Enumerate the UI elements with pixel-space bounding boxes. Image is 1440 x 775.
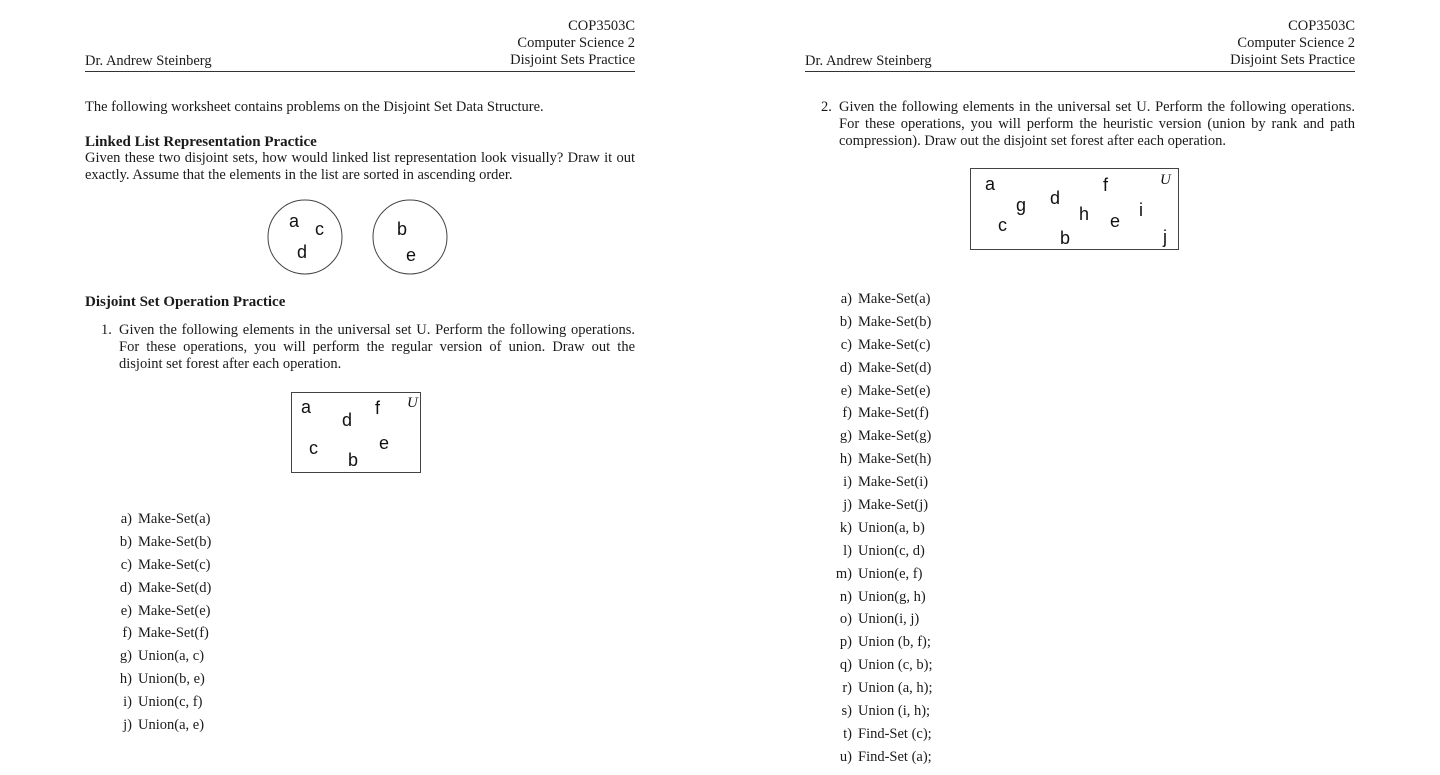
operation-item bbox=[841, 703, 933, 726]
operation-label: d) bbox=[119, 579, 132, 596]
page-header bbox=[85, 18, 635, 72]
operation-text: Make-Set(d) bbox=[138, 579, 212, 596]
operation-text: Make-Set(g) bbox=[858, 428, 932, 445]
operation-item bbox=[840, 336, 933, 360]
operation-text: Union(i, j) bbox=[858, 611, 920, 628]
set1-element: d bbox=[297, 242, 308, 262]
problem-1-number: 1. bbox=[101, 322, 112, 338]
operation-text: Union(a, c) bbox=[138, 648, 205, 665]
universe-element: f bbox=[375, 398, 381, 418]
set-circle-1 bbox=[268, 200, 342, 274]
worksheet-topic: Disjoint Sets Practice bbox=[510, 52, 635, 68]
operation-text: Make-Set(f) bbox=[138, 625, 209, 642]
page-header bbox=[805, 18, 1355, 72]
operation-item bbox=[842, 680, 933, 703]
problem-2-operations-list bbox=[835, 291, 933, 772]
operation-text: Make-Set(c) bbox=[138, 556, 211, 573]
operation-label: i) bbox=[123, 694, 132, 711]
universe-element: c bbox=[309, 438, 318, 458]
operation-label: g) bbox=[119, 648, 132, 665]
set1-element: a bbox=[289, 211, 300, 231]
operation-text: Union (b, f); bbox=[858, 634, 931, 651]
operation-item bbox=[839, 748, 933, 772]
operation-label: c) bbox=[120, 556, 132, 573]
problem-1 bbox=[85, 322, 635, 373]
operation-text: Make-Set(h) bbox=[858, 451, 932, 468]
operation-item bbox=[840, 291, 933, 314]
problem-2-number: 2. bbox=[821, 99, 832, 115]
worksheet-topic: Disjoint Sets Practice bbox=[1230, 52, 1355, 68]
operation-text: Make-Set(a) bbox=[858, 291, 931, 307]
operation-item bbox=[839, 428, 933, 451]
operation-text: Make-Set(b) bbox=[858, 313, 932, 330]
operation-label: u) bbox=[839, 748, 852, 765]
operation-label: l) bbox=[843, 542, 852, 559]
universe-element: b bbox=[348, 450, 359, 470]
universe-element: b bbox=[1060, 228, 1071, 248]
operation-label: g) bbox=[839, 428, 852, 445]
operation-item bbox=[122, 625, 211, 648]
universe-element: d bbox=[1050, 188, 1061, 208]
intro-paragraph: The following worksheet contains problems on the Disjoint Set Data Structure. bbox=[85, 99, 544, 115]
operation-label: b) bbox=[119, 533, 132, 550]
universe-element: g bbox=[1016, 195, 1027, 215]
universal-set-box-2 bbox=[970, 168, 1182, 252]
operation-text: Union(c, d) bbox=[858, 542, 925, 559]
operation-item bbox=[835, 565, 933, 589]
operation-text: Make-Set(c) bbox=[858, 336, 931, 353]
operation-text: Make-Set(i) bbox=[858, 474, 929, 491]
operation-item bbox=[843, 497, 933, 520]
operation-label: n) bbox=[839, 588, 852, 605]
operation-label: q) bbox=[839, 657, 852, 674]
universe-element: e bbox=[1110, 211, 1121, 231]
universal-set-label: U bbox=[407, 395, 418, 411]
set2-element: b bbox=[397, 219, 408, 239]
operation-item bbox=[839, 588, 933, 612]
universal-set-box-1 bbox=[291, 392, 423, 475]
operation-label: s) bbox=[841, 703, 852, 720]
set1-element: c bbox=[315, 219, 324, 239]
author-name: Dr. Andrew Steinberg bbox=[85, 53, 212, 69]
operation-item bbox=[843, 474, 933, 497]
operation-item bbox=[120, 556, 211, 580]
operation-item bbox=[120, 602, 211, 626]
linked-list-section-title: Linked List Representation Practice bbox=[85, 134, 317, 150]
operation-text: Union(a, b) bbox=[858, 519, 925, 536]
universal-set-label: U bbox=[1160, 172, 1171, 188]
operation-label: f) bbox=[842, 405, 852, 422]
operation-text: Union (i, h); bbox=[858, 703, 931, 720]
operation-label: p) bbox=[839, 634, 852, 651]
operation-item bbox=[123, 694, 211, 717]
universe-element: c bbox=[998, 215, 1007, 235]
operation-label: d) bbox=[839, 359, 852, 376]
operation-text: Make-Set(f) bbox=[858, 405, 929, 422]
operation-text: Make-Set(a) bbox=[138, 511, 211, 527]
operation-text: Make-Set(e) bbox=[138, 602, 211, 619]
operation-label: j) bbox=[123, 717, 132, 734]
problem-2 bbox=[805, 99, 1355, 150]
operation-label: f) bbox=[122, 625, 132, 642]
operation-label: m) bbox=[835, 565, 852, 582]
operation-text: Union (a, h); bbox=[858, 680, 933, 697]
linked-list-description: Given these two disjoint sets, how would linked list representation look visually? Draw it out exactly. Assume that the elements in the list are sorted in ascending order. bbox=[85, 150, 635, 183]
operation-label: r) bbox=[842, 680, 852, 697]
operation-text: Make-Set(b) bbox=[138, 533, 212, 550]
operation-item bbox=[843, 725, 933, 749]
operation-text: Union(e, f) bbox=[858, 565, 923, 582]
universe-element: a bbox=[985, 174, 996, 194]
disjoint-sets-circles bbox=[265, 197, 465, 279]
operation-label: h) bbox=[119, 671, 132, 688]
author-name: Dr. Andrew Steinberg bbox=[805, 53, 932, 69]
operation-text: Make-Set(j) bbox=[858, 497, 929, 514]
operation-label: j) bbox=[843, 497, 852, 514]
operation-label: c) bbox=[840, 336, 852, 353]
operation-label: t) bbox=[843, 725, 852, 742]
operation-label: h) bbox=[839, 451, 852, 468]
universe-element: e bbox=[379, 433, 390, 453]
operation-item bbox=[839, 313, 933, 337]
operation-item bbox=[119, 533, 212, 557]
worksheet-page-2 bbox=[805, 0, 1355, 775]
operation-label: a) bbox=[120, 511, 132, 527]
operation-label: a) bbox=[840, 291, 852, 307]
operation-text: Union(g, h) bbox=[858, 588, 926, 605]
operation-label: b) bbox=[839, 313, 852, 330]
operation-item bbox=[839, 359, 933, 383]
universe-element: h bbox=[1079, 204, 1090, 224]
operation-item bbox=[123, 717, 211, 740]
header-right-block bbox=[1230, 18, 1355, 69]
universe-element: d bbox=[342, 410, 353, 430]
course-code: COP3503C bbox=[1288, 18, 1355, 34]
operation-label: k) bbox=[839, 519, 852, 536]
operation-item bbox=[119, 648, 211, 671]
operation-item bbox=[119, 671, 211, 694]
universe-element: f bbox=[1103, 175, 1109, 195]
problem-1-text: Given the following elements in the universal set U. Perform the following operations. For these operations, you will perform the regular version of union. Draw out the disjoint set forest after each operation. bbox=[119, 322, 635, 372]
operation-text: Make-Set(e) bbox=[858, 382, 931, 399]
operation-item bbox=[839, 657, 933, 680]
universe-element: i bbox=[1139, 200, 1143, 220]
operation-item bbox=[120, 511, 211, 534]
course-code: COP3503C bbox=[568, 18, 635, 34]
operation-item bbox=[843, 542, 933, 566]
operation-text: Find-Set (a); bbox=[858, 748, 932, 765]
operation-label: o) bbox=[839, 611, 852, 628]
course-subject: Computer Science 2 bbox=[1237, 35, 1355, 51]
operation-item bbox=[839, 451, 933, 474]
operation-item bbox=[839, 519, 933, 543]
operations-section-title: Disjoint Set Operation Practice bbox=[85, 294, 286, 310]
operation-item bbox=[839, 634, 933, 657]
universe-element: j bbox=[1163, 227, 1167, 247]
operation-text: Union(b, e) bbox=[138, 671, 205, 688]
operation-label: e) bbox=[120, 602, 132, 619]
problem-1-operations-list bbox=[119, 511, 212, 740]
operation-item bbox=[119, 579, 212, 603]
universe-element: a bbox=[301, 397, 312, 417]
operation-text: Union (c, b); bbox=[858, 657, 933, 674]
problem-2-text: Given the following elements in the universal set U. Perform the following operations. For these operations, you will perform the heuristic version (union by rank and path compression). Draw out the disjoint set forest after each operation. bbox=[839, 99, 1355, 149]
set2-element: e bbox=[406, 245, 417, 265]
operation-text: Find-Set (c); bbox=[858, 725, 932, 742]
universal-set-border bbox=[971, 169, 1179, 250]
worksheet-page-1 bbox=[85, 0, 635, 775]
course-subject: Computer Science 2 bbox=[517, 35, 635, 51]
header-right-block bbox=[510, 18, 635, 69]
operation-text: Union(a, e) bbox=[138, 717, 205, 734]
operation-label: e) bbox=[840, 382, 852, 399]
operation-item bbox=[839, 611, 933, 634]
operation-item bbox=[840, 382, 933, 406]
operation-label: i) bbox=[843, 474, 852, 491]
operation-text: Make-Set(d) bbox=[858, 359, 932, 376]
operation-item bbox=[842, 405, 933, 428]
operation-text: Union(c, f) bbox=[138, 694, 203, 711]
